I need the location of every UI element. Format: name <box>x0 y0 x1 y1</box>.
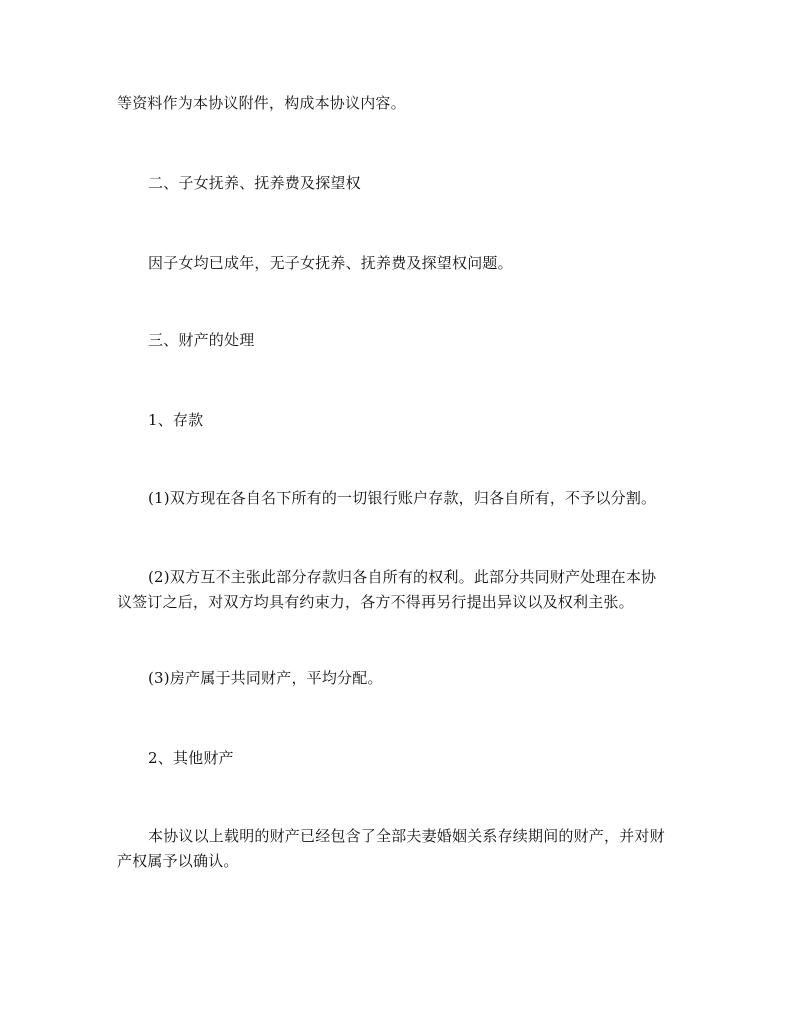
section-heading-child-support: 二、子女抚养、抚养费及探望权 <box>148 174 361 192</box>
subsection-heading-deposits: 1、存款 <box>148 411 204 429</box>
paragraph-line: 本协议以上载明的财产已经包含了全部夫妻婚姻关系存续期间的财产，并对财 <box>148 827 665 845</box>
paragraph-line: 等资料作为本协议附件，构成本协议内容。 <box>117 94 406 112</box>
paragraph-line: 因子女均已成年，无子女抚养、抚养费及探望权问题。 <box>148 254 513 272</box>
list-item: (1)双方现在各自名下所有的一切银行账户存款，归各自所有，不予以分割。 <box>148 489 657 507</box>
subsection-heading-other-property: 2、其他财产 <box>148 749 234 767</box>
list-item: (2)双方互不主张此部分存款归各自所有的权利。此部分共同财产处理在本协 <box>148 568 657 586</box>
list-item: (3)房产属于共同财产，平均分配。 <box>148 669 383 687</box>
section-heading-property: 三、财产的处理 <box>148 331 255 349</box>
paragraph-line-continuation: 产权属予以确认。 <box>117 852 239 870</box>
list-item-continuation: 议签订之后，对双方均具有约束力，各方不得再另行提出异议以及权利主张。 <box>117 593 634 611</box>
